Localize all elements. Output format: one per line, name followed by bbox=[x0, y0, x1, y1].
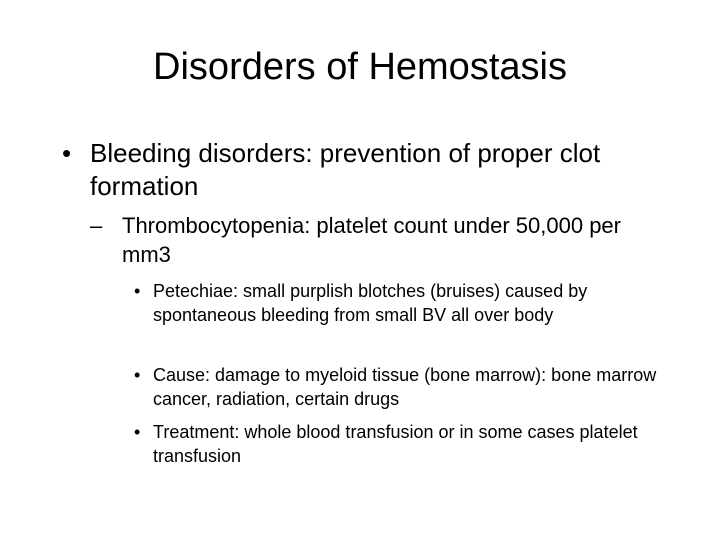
bullet-level1 bbox=[62, 137, 650, 203]
bullet-icon: • bbox=[134, 365, 141, 385]
bullet-level3-text: Petechiae: small purplish blotches (bruises) caused by spontaneous bleeding from small BV all over body bbox=[153, 281, 588, 325]
bullet-icon: • bbox=[134, 422, 141, 442]
bullet-level1-text: Bleeding disorders: prevention of proper clot formation bbox=[90, 138, 601, 201]
bullet-icon: • bbox=[134, 281, 141, 301]
bullet-level2 bbox=[90, 211, 622, 269]
bullet-level2-text: Thrombocytopenia: platelet count under 50,000 per mm3 bbox=[122, 213, 621, 267]
bullet-level3-petechiae bbox=[134, 279, 658, 327]
dash-icon: – bbox=[90, 213, 103, 238]
slide-title: Disorders of Hemostasis bbox=[153, 46, 567, 88]
bullet-icon: • bbox=[62, 138, 72, 168]
bullet-level3-text: Cause: damage to myeloid tissue (bone marrow): bone marrow cancer, radiation, certain drugs bbox=[153, 365, 657, 409]
bullet-level3-text: Treatment: whole blood transfusion or in some cases platelet transfusion bbox=[153, 422, 638, 466]
bullet-level3-treatment bbox=[134, 420, 658, 468]
bullet-level3-cause bbox=[134, 363, 658, 411]
